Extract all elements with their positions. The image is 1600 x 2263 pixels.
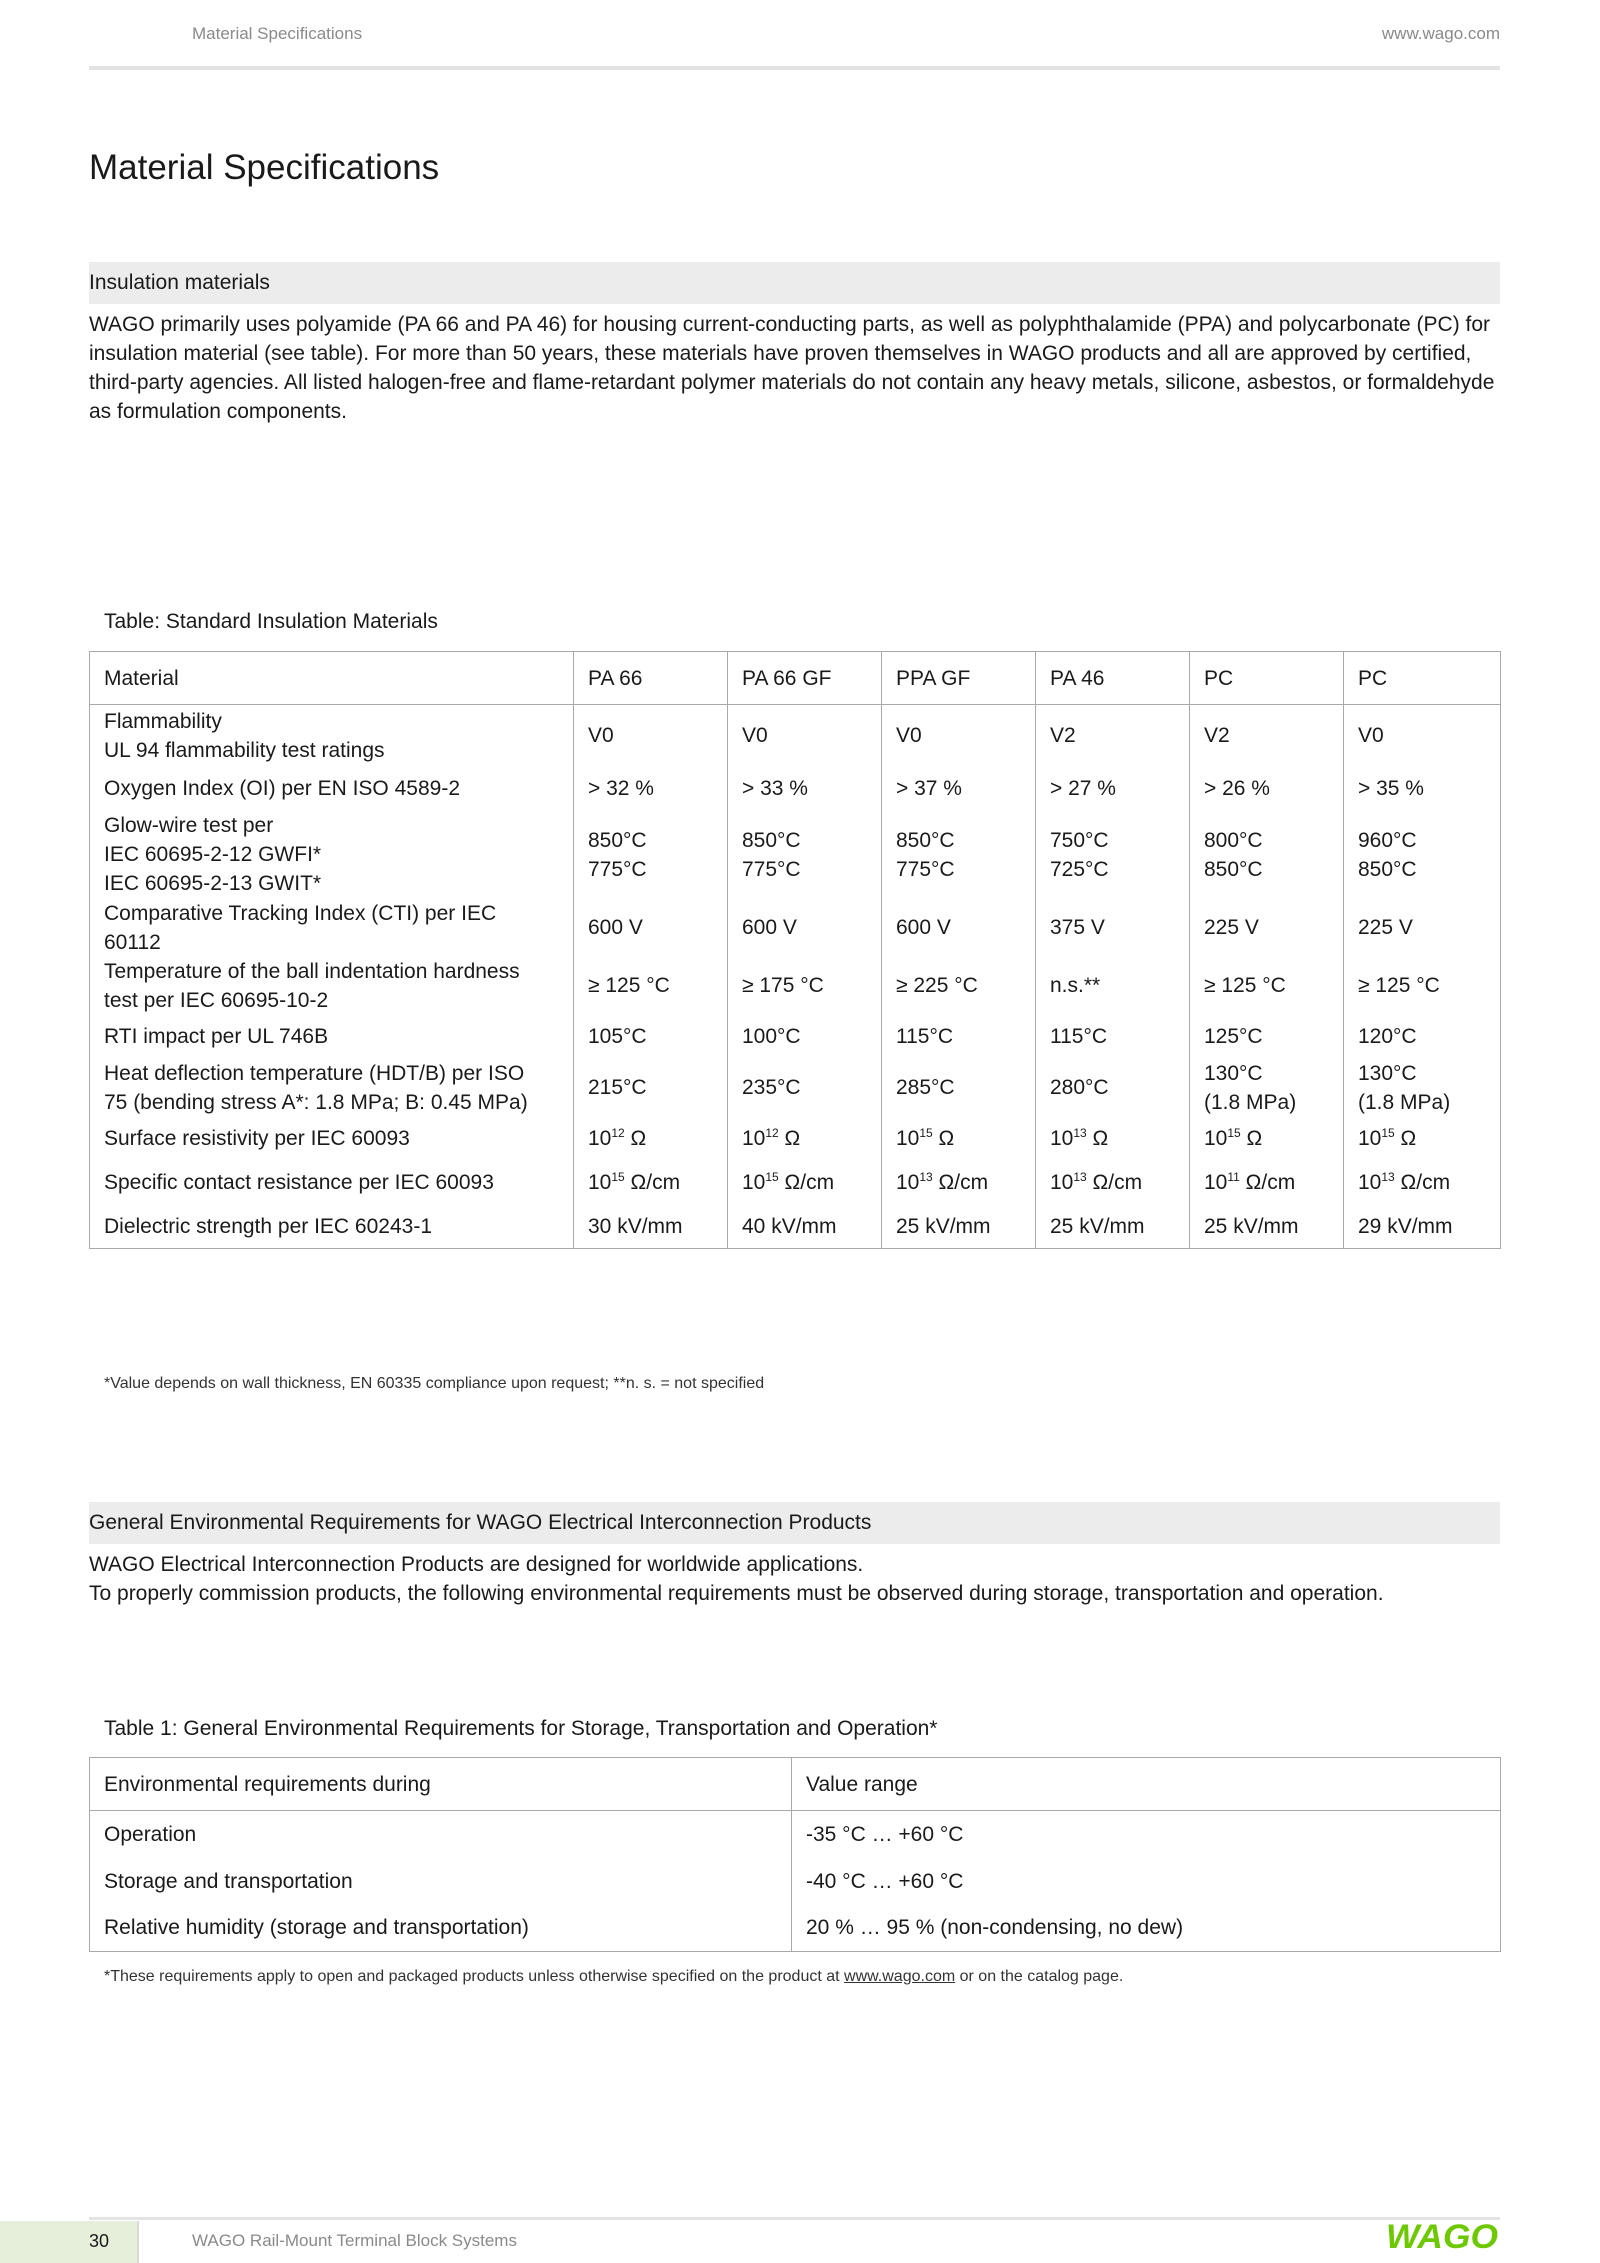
cell-line: $10^{15}$ Ω	[1358, 1126, 1417, 1150]
cell-line: Comparative Tracking Index (CTI) per IEC	[104, 901, 497, 925]
cell-line: 130°C	[1204, 1061, 1263, 1085]
row-label	[90, 1059, 574, 1117]
table-cell	[1344, 1117, 1501, 1161]
page-number: 30	[89, 2231, 110, 2251]
table-cell	[1344, 1015, 1501, 1059]
wago-logo-text: WAGO	[1386, 2219, 1498, 2253]
table-row	[90, 1161, 1501, 1205]
table-cell	[1344, 957, 1501, 1015]
table-cell	[574, 1117, 728, 1161]
cell-line: 775°C	[742, 857, 801, 881]
table-cell	[1036, 705, 1190, 767]
cell-line: Specific contact resistance per IEC 60093	[104, 1171, 494, 1194]
cell-line: 125°C	[1204, 1025, 1263, 1048]
table-cell	[1036, 1117, 1190, 1161]
cell-line: $10^{15}$ Ω/cm	[588, 1170, 681, 1194]
cell-line: $10^{15}$ Ω/cm	[742, 1170, 835, 1194]
table-cell	[1190, 1161, 1344, 1205]
row-label	[90, 1015, 574, 1059]
cell-line: 25 kV/mm	[1050, 1214, 1145, 1238]
table-row	[90, 1905, 1501, 1952]
table-row	[90, 705, 1501, 767]
table-cell	[574, 767, 728, 811]
cell-line: V0	[896, 724, 922, 748]
cell-line: > 37 %	[896, 777, 962, 800]
table-cell	[90, 1811, 792, 1858]
table-cell	[882, 1117, 1036, 1161]
table-cell	[574, 1205, 728, 1249]
cell-line: 30 kV/mm	[588, 1214, 683, 1238]
table-cell	[1036, 1161, 1190, 1205]
cell-line: $10^{15}$ Ω	[896, 1126, 955, 1150]
cell-line: 120°C	[1358, 1025, 1417, 1048]
cell-line: Glow-wire test per	[104, 814, 274, 837]
column-header	[1190, 652, 1344, 705]
footer-divider	[89, 2217, 1500, 2220]
insulation-heading-text: Insulation materials	[89, 271, 270, 294]
table-cell	[728, 1161, 882, 1205]
cell-line: RTI impact per UL 746B	[104, 1025, 329, 1048]
table-cell	[1190, 1015, 1344, 1059]
table-cell	[882, 957, 1036, 1015]
table-cell	[728, 811, 882, 899]
table2-caption: Table 1: General Environmental Requirements for Storage, Transportation and Operation*	[104, 1717, 938, 1740]
wago-logo	[1385, 2219, 1500, 2253]
cell-line: > 26 %	[1204, 777, 1270, 800]
footer-text: WAGO Rail-Mount Terminal Block Systems	[192, 2231, 517, 2250]
cell-line: n.s.**	[1050, 974, 1101, 997]
cell-line: test per IEC 60695-10-2	[104, 988, 329, 1012]
row-label	[90, 957, 574, 1015]
table-cell	[792, 1811, 1501, 1858]
cell-line: > 27 %	[1050, 777, 1116, 800]
row-label	[90, 1161, 574, 1205]
table-row	[90, 957, 1501, 1015]
table-cell	[728, 705, 882, 767]
cell-line: 850°C	[1204, 857, 1263, 881]
table-cell	[1344, 899, 1501, 957]
cell-line: $10^{13}$ Ω/cm	[896, 1170, 989, 1194]
table-cell	[792, 1858, 1501, 1905]
table-cell	[792, 1905, 1501, 1952]
cell-line: > 32 %	[588, 777, 654, 800]
table-cell	[1036, 811, 1190, 899]
table2-footnote-before: *These requirements apply to open and packaged products unless otherwise specified on the product at	[104, 1968, 845, 1985]
cell-line: Surface resistivity per IEC 60093	[104, 1127, 410, 1150]
table-cell	[1344, 1161, 1501, 1205]
cell-line: Flammability	[104, 709, 222, 733]
table-cell	[882, 1161, 1036, 1205]
cell-line: V0	[588, 724, 614, 748]
row-label	[90, 767, 574, 811]
table-row	[90, 1205, 1501, 1249]
column-header	[90, 1758, 792, 1811]
table-header-row	[90, 1758, 1501, 1811]
cell-line: Relative humidity (storage and transportation)	[104, 1916, 529, 1940]
cell-line: 225 V	[1204, 916, 1259, 939]
table-cell	[1036, 1059, 1190, 1117]
table-cell	[882, 1015, 1036, 1059]
cell-line: 600 V	[742, 916, 797, 939]
cell-line: 235°C	[742, 1076, 801, 1099]
cell-line: 130°C	[1358, 1061, 1417, 1085]
insulation-section-heading	[89, 262, 1500, 304]
cell-line: Temperature of the ball indentation hardness	[104, 959, 520, 983]
cell-line: V2	[1050, 724, 1076, 748]
row-label	[90, 1205, 574, 1249]
cell-line: Material	[104, 666, 179, 690]
cell-line: 750°C	[1050, 828, 1109, 852]
row-label	[90, 811, 574, 899]
exponent: 15	[765, 1170, 779, 1184]
row-label	[90, 705, 574, 767]
table-cell	[1344, 767, 1501, 811]
table-cell	[1190, 767, 1344, 811]
wago-website-link[interactable]: www.wago.com	[844, 1968, 956, 1985]
table1-caption: Table: Standard Insulation Materials	[104, 610, 438, 633]
table-cell	[574, 957, 728, 1015]
table-cell	[728, 1117, 882, 1161]
cell-line: $10^{11}$ Ω/cm	[1204, 1170, 1296, 1194]
environment-line-2: To properly commission products, the following environmental requirements must be observed during storage, transportation and operation.	[89, 1582, 1384, 1605]
environment-section-heading	[89, 1502, 1500, 1544]
environment-line-1: WAGO Electrical Interconnection Products are designed for worldwide applications.	[89, 1553, 864, 1576]
table-cell	[1344, 1059, 1501, 1117]
cell-line: $10^{13}$ Ω/cm	[1358, 1170, 1451, 1194]
cell-line: PA 46	[1050, 666, 1105, 690]
cell-line: 725°C	[1050, 857, 1109, 881]
table-row	[90, 811, 1501, 899]
table-cell	[728, 899, 882, 957]
table-cell	[882, 705, 1036, 767]
table-cell	[728, 957, 882, 1015]
cell-line: Environmental requirements during	[104, 1772, 431, 1796]
cell-line: $10^{13}$ Ω/cm	[1050, 1170, 1143, 1194]
cell-line: 960°C	[1358, 828, 1417, 852]
environment-paragraph	[89, 1550, 1500, 1608]
cell-line: 25 kV/mm	[896, 1214, 991, 1238]
cell-line: Oxygen Index (OI) per EN ISO 4589-2	[104, 777, 460, 800]
table-cell	[728, 767, 882, 811]
table-cell	[574, 705, 728, 767]
table-row	[90, 1015, 1501, 1059]
cell-line: 20 % … 95 % (non-condensing, no dew)	[806, 1916, 1184, 1940]
cell-line: 25 kV/mm	[1204, 1214, 1299, 1238]
cell-line: 100°C	[742, 1025, 801, 1048]
cell-line: 40 kV/mm	[742, 1214, 837, 1238]
cell-line: > 35 %	[1358, 777, 1424, 800]
table1-footnote: *Value depends on wall thickness, EN 60335 compliance upon request; **n. s. = not specified	[104, 1375, 765, 1392]
cell-line: 850°C	[742, 828, 801, 852]
page-number-box	[0, 2221, 139, 2263]
column-header	[792, 1758, 1501, 1811]
cell-line: 800°C	[1204, 828, 1263, 852]
cell-line: 850°C	[896, 828, 955, 852]
header-divider	[89, 66, 1500, 70]
cell-line: 375 V	[1050, 916, 1105, 939]
table-cell	[882, 1059, 1036, 1117]
exponent: 12	[611, 1126, 625, 1140]
table-cell	[1190, 899, 1344, 957]
table-cell	[574, 1015, 728, 1059]
table-cell	[1344, 705, 1501, 767]
cell-line: 850°C	[588, 828, 647, 852]
table-cell	[728, 1059, 882, 1117]
cell-line: Heat deflection temperature (HDT/B) per ISO	[104, 1061, 525, 1085]
table-cell	[1190, 705, 1344, 767]
insulation-paragraph: WAGO primarily uses polyamide (PA 66 and PA 46) for housing current-conducting parts, as well as polyphthalamide (PPA) and polycarbonate (PC) for insulation material (see table). For more than 50 years, these materials have proven themselves in WAGO products and all are approved by certified, third-party agencies. All listed halogen-free and flame-retardant polymer materials do not contain any heavy metals, silicone, asbestos, or formaldehyde as formulation components.	[89, 313, 1495, 423]
cell-line: V0	[742, 724, 768, 748]
cell-line: 29 kV/mm	[1358, 1214, 1453, 1238]
cell-line: 75 (bending stress A*: 1.8 MPa; B: 0.45 MPa)	[104, 1090, 528, 1114]
table-cell	[574, 899, 728, 957]
table-row	[90, 1811, 1501, 1858]
table-row	[90, 767, 1501, 811]
column-header	[882, 652, 1036, 705]
row-label	[90, 899, 574, 957]
exponent: 15	[919, 1126, 933, 1140]
cell-line: 775°C	[588, 857, 647, 881]
cell-line: PC	[1204, 666, 1234, 690]
table-cell	[1190, 1059, 1344, 1117]
table-cell	[882, 1205, 1036, 1249]
table2-footnote-after: or on the catalog page.	[955, 1968, 1124, 1985]
table-row	[90, 1858, 1501, 1905]
cell-line: ≥ 175 °C	[742, 974, 824, 997]
table-cell	[882, 767, 1036, 811]
table-cell	[1344, 811, 1501, 899]
cell-line: 115°C	[896, 1025, 954, 1048]
table-cell	[1036, 899, 1190, 957]
cell-line: IEC 60695-2-13 GWIT*	[104, 872, 322, 895]
cell-line: PPA GF	[896, 666, 971, 690]
table-cell	[1190, 811, 1344, 899]
table-cell	[574, 1059, 728, 1117]
table-cell	[90, 1858, 792, 1905]
table-cell	[1036, 767, 1190, 811]
cell-line: $10^{15}$ Ω	[1204, 1126, 1263, 1150]
exponent: 15	[1227, 1126, 1241, 1140]
cell-line: $10^{12}$ Ω	[588, 1126, 647, 1150]
exponent: 13	[1073, 1126, 1087, 1140]
cell-line: PA 66 GF	[742, 666, 832, 690]
cell-line: 850°C	[1358, 857, 1417, 881]
table-cell	[90, 1905, 792, 1952]
column-header	[1344, 652, 1501, 705]
table-cell	[1190, 1205, 1344, 1249]
exponent: 13	[919, 1170, 933, 1184]
cell-line: 775°C	[896, 857, 955, 881]
cell-line: PA 66	[588, 666, 643, 690]
cell-line: UL 94 flammability test ratings	[104, 738, 385, 762]
cell-line: V2	[1204, 724, 1230, 748]
cell-line: > 33 %	[742, 777, 808, 800]
cell-line: 115°C	[1050, 1025, 1108, 1048]
cell-line: (1.8 MPa)	[1358, 1090, 1451, 1114]
table-cell	[1036, 1015, 1190, 1059]
cell-line: Operation	[104, 1822, 197, 1846]
column-header	[1036, 652, 1190, 705]
cell-line: $10^{12}$ Ω	[742, 1126, 801, 1150]
cell-line: V0	[1358, 724, 1384, 748]
table-cell	[882, 899, 1036, 957]
table-cell	[1190, 957, 1344, 1015]
insulation-materials-table	[89, 651, 1501, 1249]
table-cell	[1036, 957, 1190, 1015]
cell-line: 225 V	[1358, 916, 1413, 939]
table-cell	[574, 1161, 728, 1205]
cell-line: IEC 60695-2-12 GWFI*	[104, 843, 322, 866]
table-cell	[728, 1015, 882, 1059]
cell-line: ≥ 225 °C	[896, 974, 978, 997]
cell-line: 105°C	[588, 1025, 647, 1048]
cell-line: Dielectric strength per IEC 60243-1	[104, 1214, 432, 1238]
table-row	[90, 1117, 1501, 1161]
table-header-row	[90, 652, 1501, 705]
table-cell	[1344, 1205, 1501, 1249]
cell-line: ≥ 125 °C	[588, 974, 670, 997]
exponent: 13	[1073, 1170, 1087, 1184]
cell-line: 215°C	[588, 1076, 647, 1099]
cell-line: 600 V	[588, 916, 643, 939]
environment-heading-text: General Environmental Requirements for WAGO Electrical Interconnection Products	[89, 1511, 872, 1534]
table-row	[90, 899, 1501, 957]
exponent: 11	[1227, 1170, 1240, 1184]
row-label	[90, 1117, 574, 1161]
cell-line: Storage and transportation	[104, 1869, 353, 1893]
page-header-left: Material Specifications	[192, 24, 363, 43]
cell-line: (1.8 MPa)	[1204, 1090, 1297, 1114]
exponent: 13	[1381, 1170, 1395, 1184]
cell-line: Value range	[806, 1772, 918, 1796]
exponent: 12	[765, 1126, 779, 1140]
cell-line: -35 °C … +60 °C	[806, 1822, 964, 1846]
exponent: 15	[1381, 1126, 1395, 1140]
cell-line: 600 V	[896, 916, 951, 939]
exponent: 15	[611, 1170, 625, 1184]
table-cell	[728, 1205, 882, 1249]
page-title: Material Specifications	[89, 148, 440, 187]
cell-line: $10^{13}$ Ω	[1050, 1126, 1109, 1150]
cell-line: PC	[1358, 666, 1388, 690]
cell-line: ≥ 125 °C	[1204, 974, 1286, 997]
cell-line: ≥ 125 °C	[1358, 974, 1440, 997]
table2-footnote	[104, 1968, 1123, 1986]
cell-line: 285°C	[896, 1076, 955, 1099]
table-cell	[1036, 1205, 1190, 1249]
cell-line: 60112	[104, 930, 161, 954]
table-cell	[882, 811, 1036, 899]
cell-line: -40 °C … +60 °C	[806, 1869, 964, 1893]
environmental-requirements-table	[89, 1757, 1501, 1952]
table-row	[90, 1059, 1501, 1117]
table-cell	[574, 811, 728, 899]
table-cell	[1190, 1117, 1344, 1161]
column-header	[728, 652, 882, 705]
page-header-url[interactable]: www.wago.com	[1381, 24, 1500, 43]
cell-line: 280°C	[1050, 1076, 1109, 1099]
column-header	[90, 652, 574, 705]
column-header	[574, 652, 728, 705]
